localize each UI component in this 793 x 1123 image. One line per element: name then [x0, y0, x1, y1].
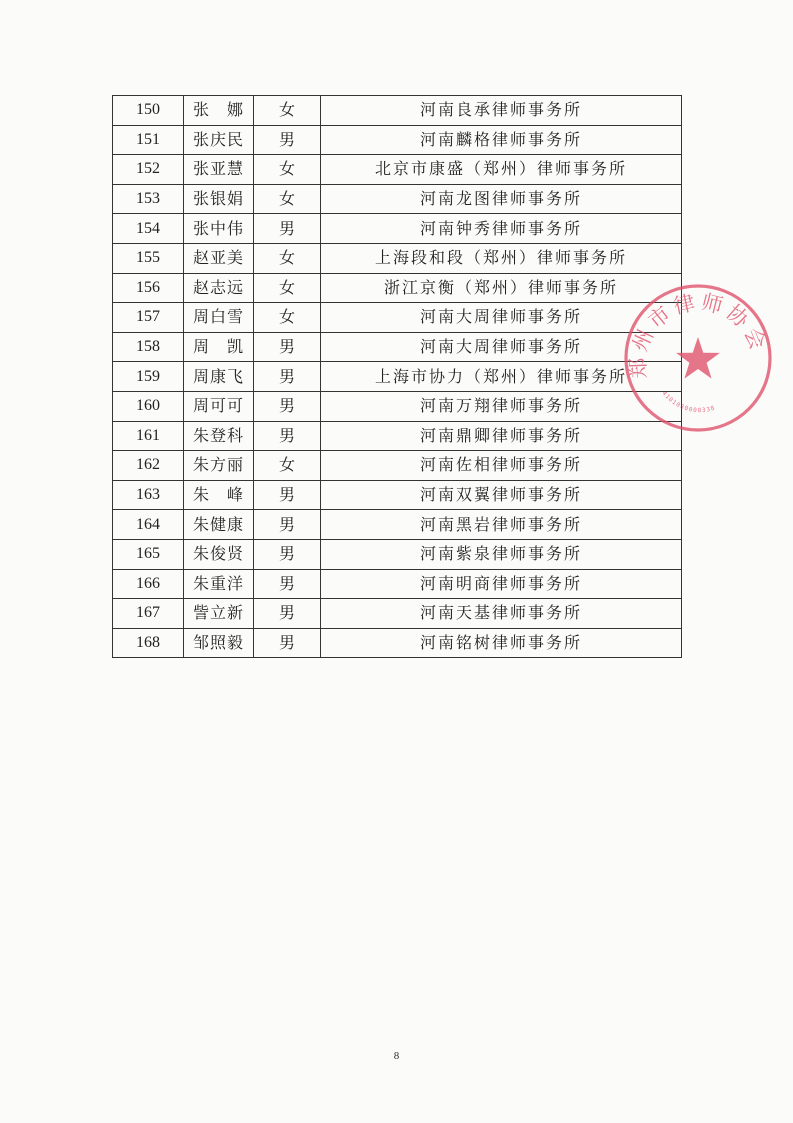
seal-code: 4101030000338 — [660, 389, 717, 415]
name-cell: 朱 峰 — [184, 480, 254, 510]
gender-cell: 男 — [254, 539, 321, 569]
law-firm-cell: 河南大周律师事务所 — [321, 332, 682, 362]
row-number-cell: 166 — [113, 569, 184, 599]
table-row — [113, 243, 682, 273]
gender-cell: 男 — [254, 332, 321, 362]
table-row — [113, 599, 682, 629]
row-number-cell: 152 — [113, 155, 184, 185]
name-cell: 邹照毅 — [184, 628, 254, 658]
star-icon — [676, 337, 720, 379]
name-cell: 朱方丽 — [184, 451, 254, 481]
table-row — [113, 510, 682, 540]
table-row — [113, 391, 682, 421]
law-firm-cell: 河南钟秀律师事务所 — [321, 214, 682, 244]
table-row — [113, 539, 682, 569]
row-number-cell: 150 — [113, 96, 184, 126]
table-row — [113, 214, 682, 244]
law-firm-cell: 上海市协力（郑州）律师事务所 — [321, 362, 682, 392]
name-cell: 张亚慧 — [184, 155, 254, 185]
name-cell: 訾立新 — [184, 599, 254, 629]
law-firm-cell: 上海段和段（郑州）律师事务所 — [321, 243, 682, 273]
gender-cell: 女 — [254, 451, 321, 481]
table-row — [113, 125, 682, 155]
row-number-cell: 164 — [113, 510, 184, 540]
law-firm-cell: 河南鼎卿律师事务所 — [321, 421, 682, 451]
table-row — [113, 628, 682, 658]
name-cell: 朱健康 — [184, 510, 254, 540]
name-cell: 张庆民 — [184, 125, 254, 155]
gender-cell: 男 — [254, 391, 321, 421]
name-cell: 周可可 — [184, 391, 254, 421]
name-cell: 张中伟 — [184, 214, 254, 244]
table-row — [113, 332, 682, 362]
table-row — [113, 184, 682, 214]
table-row — [113, 451, 682, 481]
gender-cell: 女 — [254, 155, 321, 185]
name-cell: 周白雪 — [184, 303, 254, 333]
law-firm-cell: 河南明商律师事务所 — [321, 569, 682, 599]
row-number-cell: 168 — [113, 628, 184, 658]
gender-cell: 男 — [254, 599, 321, 629]
table-row — [113, 362, 682, 392]
name-cell: 朱登科 — [184, 421, 254, 451]
law-firm-cell: 河南铭树律师事务所 — [321, 628, 682, 658]
row-number-cell: 159 — [113, 362, 184, 392]
row-number-cell: 153 — [113, 184, 184, 214]
name-cell: 张 娜 — [184, 96, 254, 126]
gender-cell: 男 — [254, 362, 321, 392]
row-number-cell: 157 — [113, 303, 184, 333]
table-row — [113, 155, 682, 185]
law-firm-cell: 河南紫泉律师事务所 — [321, 539, 682, 569]
law-firm-cell: 河南黑岩律师事务所 — [321, 510, 682, 540]
row-number-cell: 158 — [113, 332, 184, 362]
row-number-cell: 151 — [113, 125, 184, 155]
law-firm-cell: 河南佐相律师事务所 — [321, 451, 682, 481]
row-number-cell: 154 — [113, 214, 184, 244]
law-firm-cell: 河南大周律师事务所 — [321, 303, 682, 333]
page-number: 8 — [393, 1050, 400, 1062]
row-number-cell: 161 — [113, 421, 184, 451]
gender-cell: 男 — [254, 510, 321, 540]
roster-body — [113, 96, 682, 658]
law-firm-cell: 河南万翔律师事务所 — [321, 391, 682, 421]
table-row — [113, 96, 682, 126]
gender-cell: 男 — [254, 214, 321, 244]
gender-cell: 女 — [254, 243, 321, 273]
gender-cell: 女 — [254, 184, 321, 214]
name-cell: 赵志远 — [184, 273, 254, 303]
name-cell: 张银娟 — [184, 184, 254, 214]
row-number-cell: 163 — [113, 480, 184, 510]
table-row — [113, 480, 682, 510]
law-firm-cell: 河南双翼律师事务所 — [321, 480, 682, 510]
gender-cell: 男 — [254, 421, 321, 451]
name-cell: 周康飞 — [184, 362, 254, 392]
lawyer-roster-table — [112, 95, 682, 658]
row-number-cell: 160 — [113, 391, 184, 421]
name-cell: 周 凯 — [184, 332, 254, 362]
row-number-cell: 167 — [113, 599, 184, 629]
gender-cell: 女 — [254, 303, 321, 333]
gender-cell: 女 — [254, 273, 321, 303]
law-firm-cell: 河南麟格律师事务所 — [321, 125, 682, 155]
table-row — [113, 273, 682, 303]
law-firm-cell: 北京市康盛（郑州）律师事务所 — [321, 155, 682, 185]
association-seal — [622, 282, 774, 434]
law-firm-cell: 浙江京衡（郑州）律师事务所 — [321, 273, 682, 303]
gender-cell: 女 — [254, 96, 321, 126]
name-cell: 朱重洋 — [184, 569, 254, 599]
gender-cell: 男 — [254, 628, 321, 658]
table-row — [113, 569, 682, 599]
seal-text: 郑州市律师协会 — [625, 289, 772, 380]
name-cell: 朱俊贤 — [184, 539, 254, 569]
gender-cell: 男 — [254, 125, 321, 155]
table-row — [113, 303, 682, 333]
law-firm-cell: 河南良承律师事务所 — [321, 96, 682, 126]
gender-cell: 男 — [254, 569, 321, 599]
gender-cell: 男 — [254, 480, 321, 510]
law-firm-cell: 河南龙图律师事务所 — [321, 184, 682, 214]
row-number-cell: 165 — [113, 539, 184, 569]
table-row — [113, 421, 682, 451]
row-number-cell: 162 — [113, 451, 184, 481]
row-number-cell: 156 — [113, 273, 184, 303]
law-firm-cell: 河南天基律师事务所 — [321, 599, 682, 629]
name-cell: 赵亚美 — [184, 243, 254, 273]
row-number-cell: 155 — [113, 243, 184, 273]
